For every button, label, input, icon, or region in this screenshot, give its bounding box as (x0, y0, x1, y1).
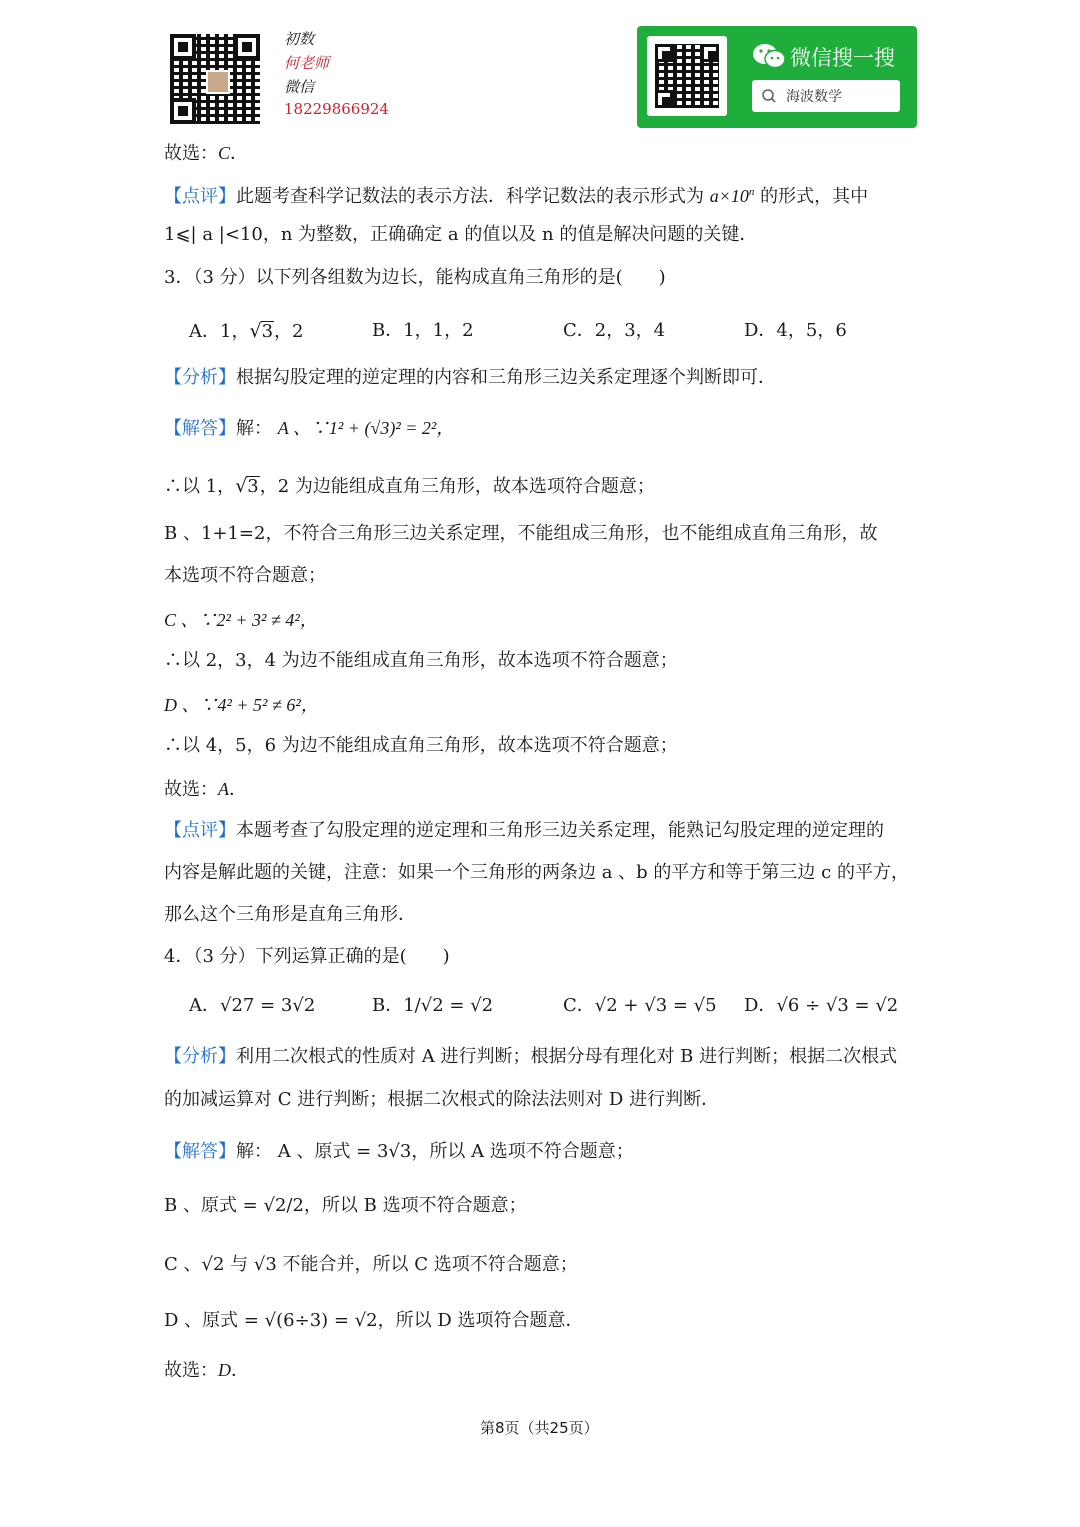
q3-solution-d-conclusion: ∴以 4，5，6 为边不能组成直角三角形，故本选项不符合题意； (164, 735, 678, 756)
q3-solution-c-conclusion: ∴以 2，3，4 为边不能组成直角三角形，故本选项不符合题意； (164, 650, 678, 671)
q4-analysis-line-2: 的加减运算对 C 进行判断；根据二次根式的除法法则对 D 进行判断． (164, 1089, 720, 1110)
q4-option-b-formula: 1/√2 = √2 (403, 995, 494, 1016)
search-icon (756, 87, 782, 105)
q3-solution-b-line-1: B 、1+1=2，不符合三角形三边关系定理，不能组成三角形，也不能组成直角三角形，故 (164, 523, 878, 544)
q3-analysis: 【分析】根据勾股定理的逆定理的内容和三角形三边关系定理逐个判断即可． (164, 367, 776, 388)
q4-stem: 4．（3 分）下列运算正确的是( ) (164, 946, 450, 967)
avatar (206, 70, 230, 94)
q3-solution-a: 【解答】解： A 、∵1² + (√3)² = 2²， (164, 418, 455, 439)
page-number: 第8页（共25页） (480, 1419, 599, 1437)
wechat-title: 微信搜一搜 (790, 46, 895, 70)
contact-phone: 18229866924 (284, 100, 389, 118)
wechat-qr-code (655, 44, 719, 108)
contact-teacher: 何老师 (284, 54, 330, 72)
contact-qr-code (170, 34, 260, 124)
q4-analysis-line-1: 【分析】利用二次根式的性质对 A 进行判断；根据分母有理化对 B 进行判断；根据二次根式 (164, 1046, 898, 1067)
q4-solution-d: D 、原式 = √(6÷3) = √2，所以 D 选项符合题意． (164, 1310, 584, 1331)
q3-option-a: A．1，√3，2 (189, 320, 304, 342)
q2-review-line-1: 【点评】此题考查科学记数法的表示方法．科学记数法的表示形式为 $a\times 10^n$ 的形式，其中 (164, 186, 869, 207)
q4-option-c: C．√2 + √3 = √5 (563, 995, 717, 1016)
contact-label-1: 初数 (284, 30, 315, 48)
q4-option-b: B．1/√2 = √2 (372, 995, 494, 1016)
q3-solution-c: C 、∵2² + 3² ≠ 4²， (164, 610, 318, 630)
q2-review-line-2: 1⩽| a |<10，n 为整数，正确确定 a 的值以及 n 的值是解决问题的关键． (164, 224, 758, 245)
wechat-search-input[interactable] (752, 80, 900, 112)
q4-option-d-formula: √6 ÷ √3 = √2 (776, 995, 899, 1016)
q3-option-d: D．4，5，6 (744, 320, 847, 341)
q2-answer: 故选：C． (164, 143, 249, 164)
q3-option-c: C．2，3，4 (563, 320, 666, 341)
q3-review-line-3: 那么这个三角形是直角三角形． (164, 904, 416, 925)
q3-review-line-2: 内容是解此题的关键，注意：如果一个三角形的两条边 a 、b 的平方和等于第三边 c 的平方， (164, 862, 909, 883)
q3-answer: 故选：A． (164, 779, 247, 800)
q4-option-a-formula: √27 = 3√2 (220, 995, 316, 1016)
q3-solution-a-conclusion: ∴以 1，√3，2 为边能组成直角三角形，故本选项符合题意； (164, 475, 655, 497)
q4-solution-b: B 、原式 = √2/2，所以 B 选项不符合题意； (164, 1195, 527, 1216)
wechat-logo-icon (752, 42, 786, 70)
q3-solution-b-line-2: 本选项不符合题意； (164, 565, 326, 586)
q4-solution-a: 【解答】解： A 、原式 = 3√3，所以 A 选项不符合题意； (164, 1141, 634, 1162)
q3-solution-d: D 、∵4² + 5² ≠ 6²， (164, 695, 319, 715)
q3-stem: 3．（3 分）以下列各组数为边长，能构成直角三角形的是( ) (164, 267, 666, 288)
q4-option-d: D．√6 ÷ √3 = √2 (744, 995, 899, 1016)
q4-answer: 故选：D． (164, 1360, 249, 1381)
contact-label-2: 微信 (284, 78, 315, 96)
q3-option-b: B．1，1，2 (372, 320, 474, 341)
q4-solution-c: C 、√2 与 √3 不能合并，所以 C 选项不符合题意； (164, 1254, 578, 1275)
q4-option-a: A．√27 = 3√2 (189, 995, 316, 1016)
q4-option-c-formula: √2 + √3 = √5 (594, 995, 717, 1016)
wechat-search-value: 海波数学 (786, 89, 842, 105)
q3-review-line-1: 【点评】本题考查了勾股定理的逆定理和三角形三边关系定理，能熟记勾股定理的逆定理的 (164, 820, 884, 841)
